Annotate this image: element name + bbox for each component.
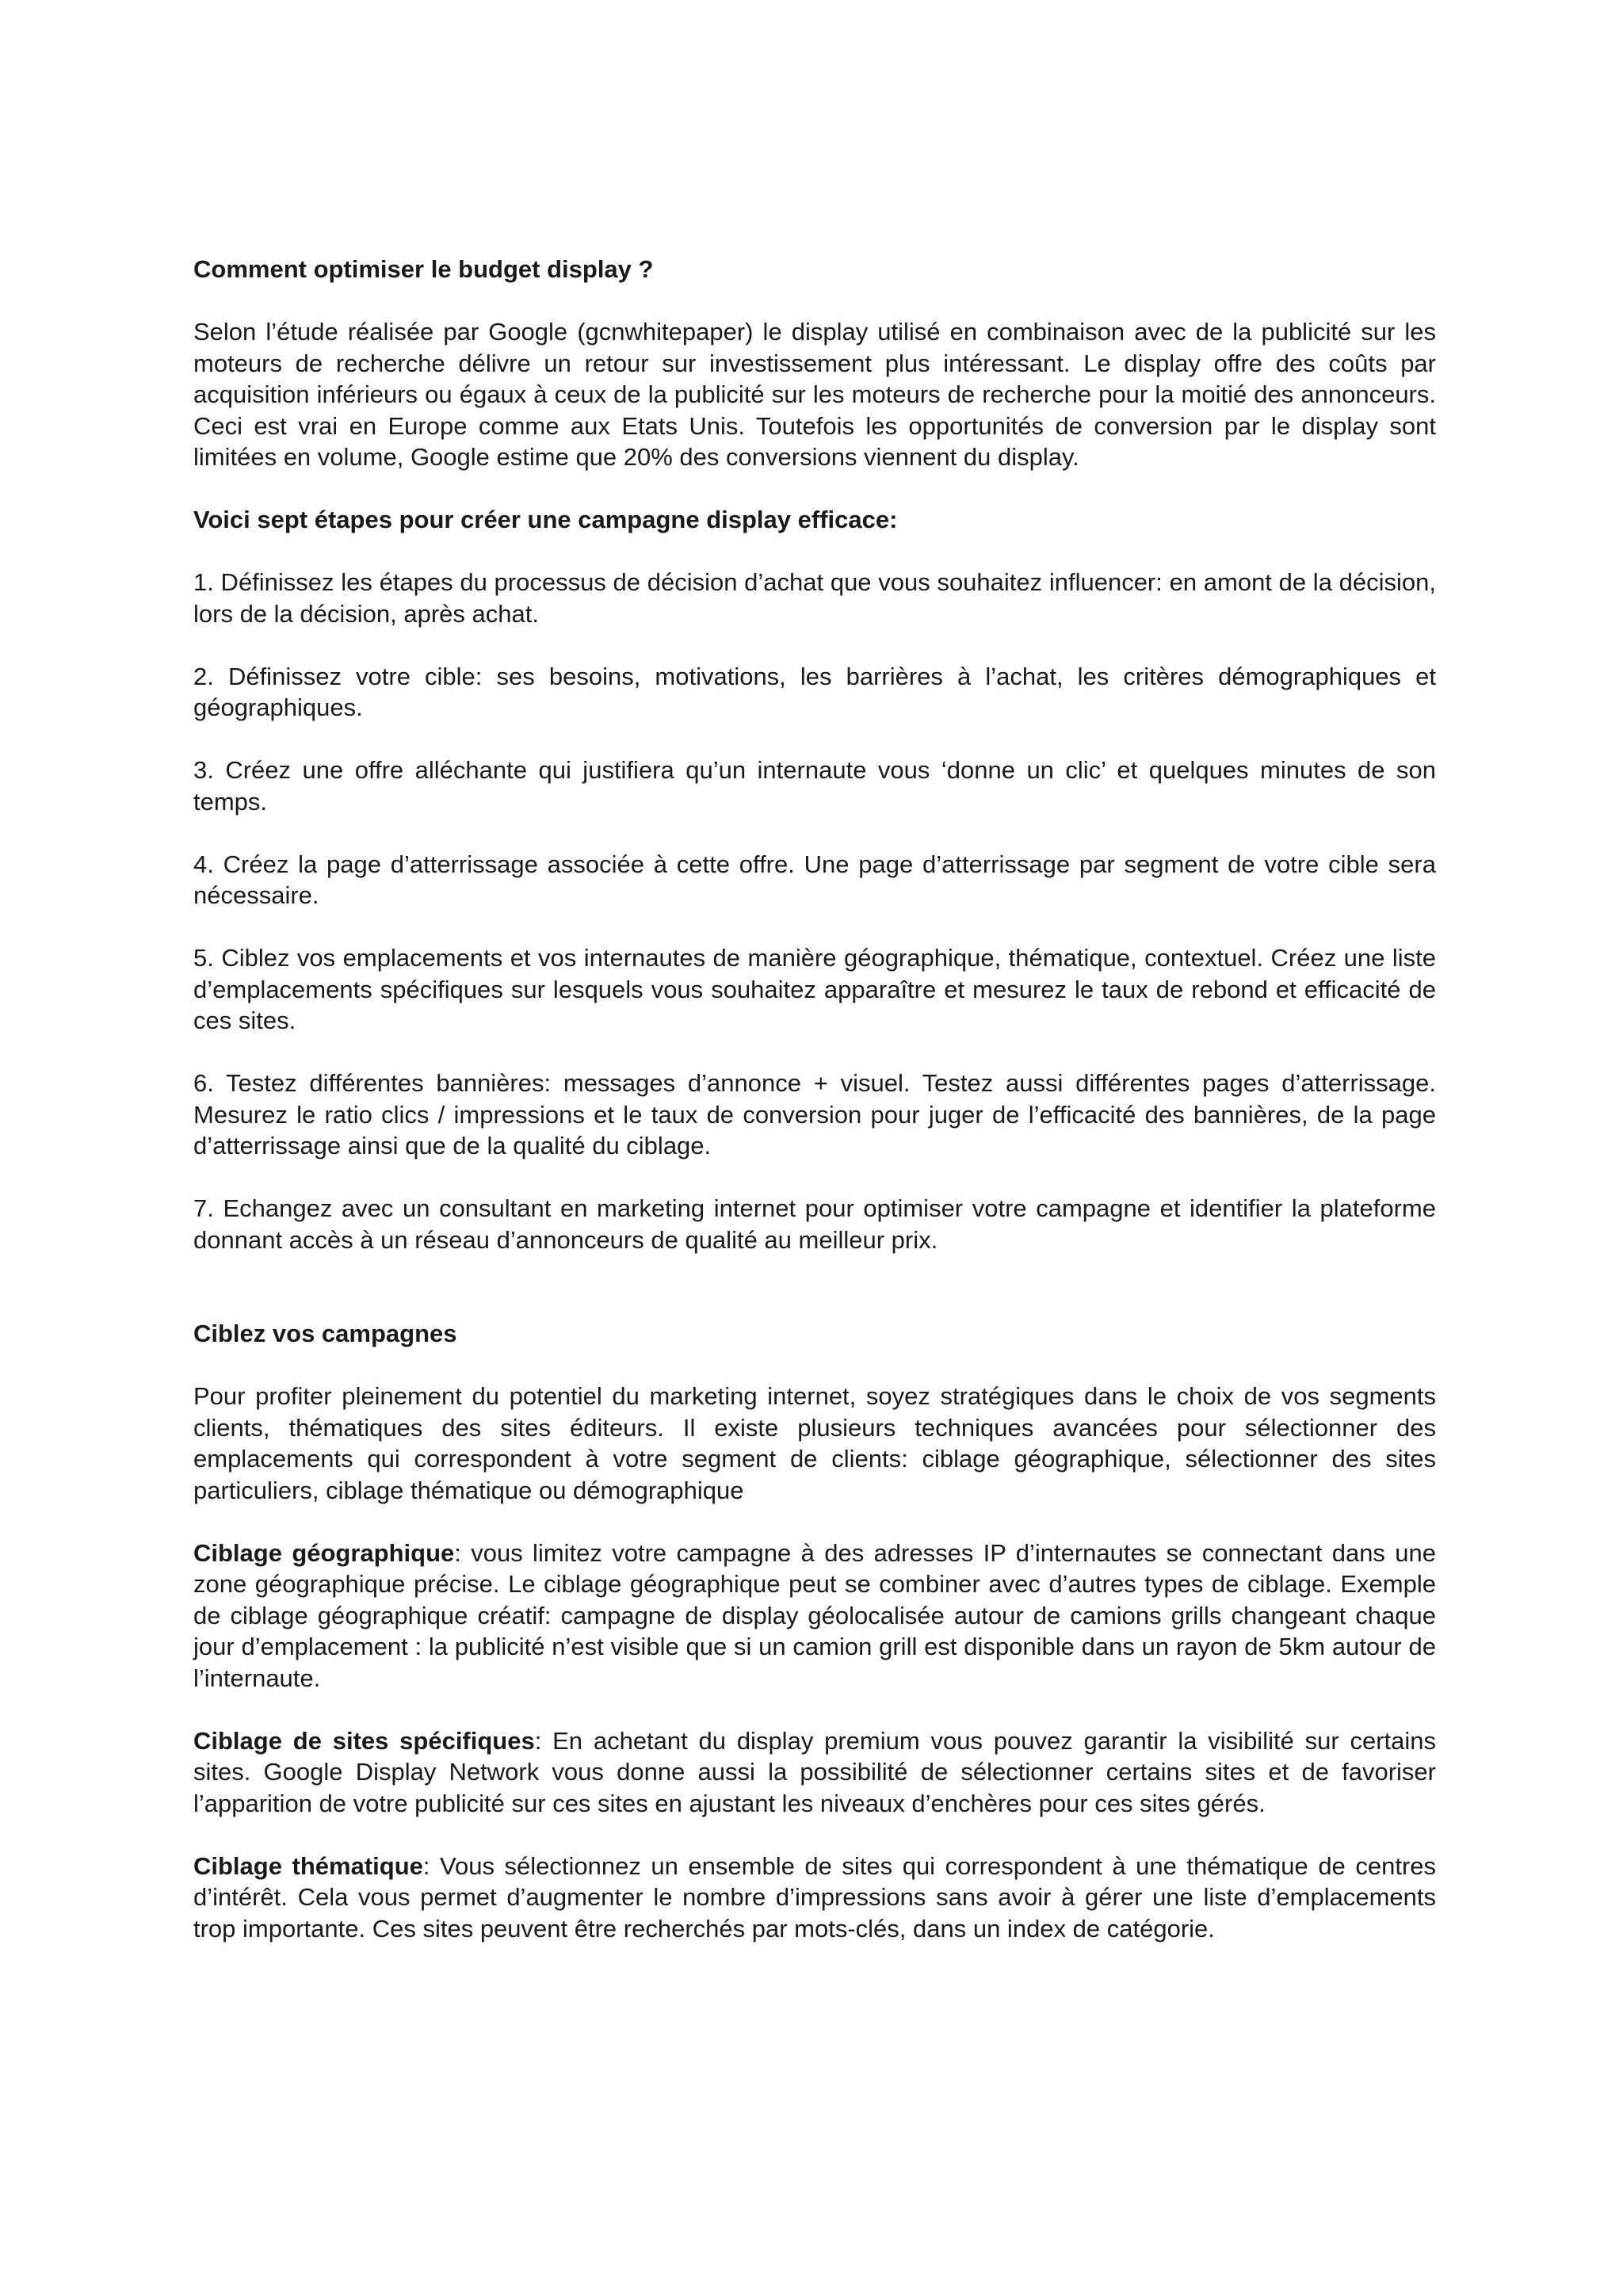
targeting-sites-paragraph [193,1725,1436,1820]
targeting-text: : Vous sélectionnez un ensemble de sites qui correspondent à une thématique de centres d’intérêt. Cela vous permet d’augmenter le nombre d’impressions sans avoir à gérer une liste d’emplacements trop importante. Ces sites peuvent être recherchés par mots-clés, dans un index de catégorie. [193,1851,1437,1943]
targeting-geo-paragraph [193,1538,1436,1694]
targeting-intro-paragraph: Pour profiter pleinement du potentiel du marketing internet, soyez stratégiques dans le choix de vos segments clients, thématiques des sites éditeurs. Il existe plusieurs techniques avancées pour sélectionner des emplacements qui correspondent à votre segment de clients: ciblage géographique, sélectionner des sites particuliers, ciblage thématique ou démographique [193,1382,1436,1504]
targeting-thematic-paragraph [193,1851,1436,1945]
step-item: 6. Testez différentes bannières: messages d’annonce + visuel. Testez aussi différentes pages d’atterrissage. Mesurez le ratio clics / impressions et le taux de conversion pour juger de l’efficacité des bannières, de la page d’atterrissage ainsi que de la qualité du ciblage. [193,1069,1436,1159]
step-item: 3. Créez une offre alléchante qui justifiera qu’un internaute vous ‘donne un clic’ et quelques minutes de son temps. [193,756,1436,816]
intro-paragraph: Selon l’étude réalisée par Google (gcnwhitepaper) le display utilisé en combinaison avec de la publicité sur les moteurs de recherche délivre un retour sur investissement plus intéressant. Le display offre des coûts par acquisition inférieurs ou égaux à ceux de la publicité sur les moteurs de recherche pour la moitié des annonceurs. Ceci est vrai en Europe comme aux Etats Unis. Toutefois les opportunités de conversion par le display sont limitées en volume, Google estime que 20% des conversions viennent du display. [193,318,1436,471]
targeting-term: Ciblage de sites spécifiques [193,1726,535,1755]
step-item: 2. Définissez votre cible: ses besoins, motivations, les barrières à l’achat, les critères démographiques et géographiques. [193,662,1436,721]
step-item: 1. Définissez les étapes du processus de décision d’achat que vous souhaitez influencer: en amont de la décision, lors de la décision, après achat. [193,568,1436,628]
step-item: 4. Créez la page d’atterrissage associée à cette offre. Une page d’atterrissage par segment de votre cible sera nécessaire. [193,850,1436,909]
section-heading-targeting: Ciblez vos campagnes [193,1320,457,1347]
step-item: 7. Echangez avec un consultant en marketing internet pour optimiser votre campagne et identifier la plateforme donnant accès à un réseau d’annonceurs de qualité au meilleur prix. [193,1194,1436,1254]
section-heading-steps: Voici sept étapes pour créer une campagne display efficace: [193,506,898,533]
targeting-text: : En achetant du display premium vous pouvez garantir la visibilité sur certains sites. Google Display Network vous donne aussi la possibilité de sélectionner certains sites et de favoriser l’apparition de votre publicité sur ces sites en ajustant les niveaux d’enchères pour ces sites gérés. [193,1726,1437,1817]
targeting-term: Ciblage thématique [193,1851,423,1880]
targeting-text: : vous limitez votre campagne à des adresses IP d’internautes se connectant dans une zone géographique précise. Le ciblage géographique peut se combiner avec d’autres types de ciblage. Exemple de ciblage géographique créatif: campagne de display géolocalisée autour de camions grills changeant chaque jour d’emplacement : la publicité n’est visible que si un camion grill est disponible dans un rayon de 5km autour de l’internaute. [193,1538,1436,1692]
document-page [193,254,1436,1944]
step-item: 5. Ciblez vos emplacements et vos internautes de manière géographique, thématique, contextuel. Créez une liste d’emplacements spécifiques sur lesquels vous souhaitez apparaître et mesurez le taux de rebond et efficacité de ces sites. [193,944,1436,1034]
targeting-term: Ciblage géographique [193,1538,455,1567]
section-heading-budget: Comment optimiser le budget display ? [193,255,654,283]
